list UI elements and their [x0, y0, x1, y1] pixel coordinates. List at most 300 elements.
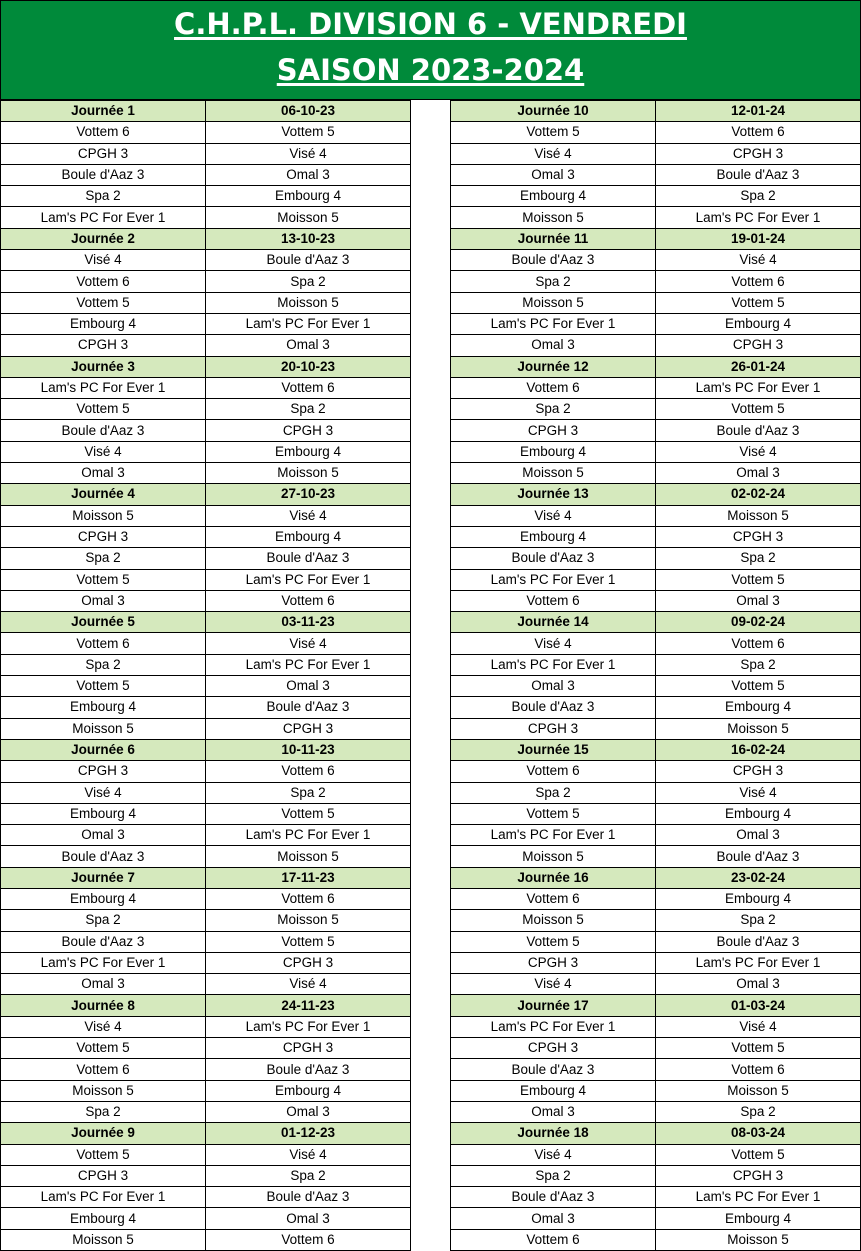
away-team: Vottem 6: [206, 377, 411, 398]
match-row: [1, 1038, 411, 1059]
home-team: Moisson 5: [451, 463, 656, 484]
match-row: [1, 846, 411, 867]
away-team: Spa 2: [656, 186, 861, 207]
match-row: [451, 335, 861, 356]
home-team: Vottem 6: [451, 377, 656, 398]
away-team: Embourg 4: [206, 526, 411, 547]
away-team: Vottem 5: [656, 292, 861, 313]
journee-date: 20-10-23: [206, 356, 411, 377]
away-team: Omal 3: [656, 825, 861, 846]
journee-label: Journée 8: [1, 995, 206, 1016]
home-team: Moisson 5: [1, 505, 206, 526]
match-row: [451, 1101, 861, 1122]
match-row: [451, 164, 861, 185]
home-team: Visé 4: [451, 505, 656, 526]
home-team: Lam's PC For Ever 1: [451, 569, 656, 590]
away-team: Boule d'Aaz 3: [206, 697, 411, 718]
match-row: [1, 1080, 411, 1101]
home-team: Embourg 4: [1, 1208, 206, 1229]
away-team: Lam's PC For Ever 1: [656, 377, 861, 398]
journee-date: 01-12-23: [206, 1123, 411, 1144]
home-team: Lam's PC For Ever 1: [1, 952, 206, 973]
away-team: Embourg 4: [206, 186, 411, 207]
away-team: Vottem 6: [656, 633, 861, 654]
journee-date: 09-02-24: [656, 612, 861, 633]
match-row: [1, 1208, 411, 1229]
away-team: Embourg 4: [656, 888, 861, 909]
away-team: Vottem 5: [656, 569, 861, 590]
home-team: Embourg 4: [1, 888, 206, 909]
home-team: Spa 2: [451, 271, 656, 292]
journee-header-row: [451, 867, 861, 888]
away-team: Boule d'Aaz 3: [206, 250, 411, 271]
match-row: [451, 761, 861, 782]
journee-date: 13-10-23: [206, 228, 411, 249]
match-row: [1, 825, 411, 846]
home-team: Boule d'Aaz 3: [451, 548, 656, 569]
home-team: Lam's PC For Ever 1: [1, 207, 206, 228]
away-team: Spa 2: [656, 910, 861, 931]
away-team: Omal 3: [206, 1208, 411, 1229]
journee-label: Journée 7: [1, 867, 206, 888]
journee-header-row: [451, 101, 861, 122]
home-team: CPGH 3: [451, 1038, 656, 1059]
journee-label: Journée 17: [451, 995, 656, 1016]
match-row: [1, 761, 411, 782]
away-team: Vottem 5: [656, 399, 861, 420]
season-title: SAISON 2023-2024: [276, 53, 585, 87]
home-team: Boule d'Aaz 3: [1, 420, 206, 441]
home-team: CPGH 3: [1, 761, 206, 782]
match-row: [1, 654, 411, 675]
away-team: Visé 4: [656, 441, 861, 462]
away-team: Omal 3: [206, 1101, 411, 1122]
home-team: Visé 4: [1, 441, 206, 462]
home-team: Vottem 5: [1, 1038, 206, 1059]
away-team: Vottem 6: [656, 1059, 861, 1080]
match-row: [1, 186, 411, 207]
away-team: Spa 2: [206, 1165, 411, 1186]
schedule-header: [0, 0, 861, 100]
match-row: [451, 846, 861, 867]
away-team: Embourg 4: [656, 313, 861, 334]
journee-date: 03-11-23: [206, 612, 411, 633]
match-row: [1, 1144, 411, 1165]
match-row: [1, 335, 411, 356]
home-team: Omal 3: [1, 825, 206, 846]
home-team: Lam's PC For Ever 1: [451, 313, 656, 334]
match-row: [451, 292, 861, 313]
away-team: Visé 4: [656, 1016, 861, 1037]
home-team: CPGH 3: [451, 718, 656, 739]
home-team: Visé 4: [1, 1016, 206, 1037]
home-team: Boule d'Aaz 3: [451, 250, 656, 271]
journee-label: Journée 9: [1, 1123, 206, 1144]
match-row: [451, 377, 861, 398]
match-row: [1, 122, 411, 143]
away-team: Moisson 5: [206, 292, 411, 313]
away-team: Boule d'Aaz 3: [206, 1187, 411, 1208]
home-team: CPGH 3: [451, 952, 656, 973]
away-team: CPGH 3: [656, 1165, 861, 1186]
match-row: [1, 633, 411, 654]
away-team: Omal 3: [656, 463, 861, 484]
journee-date: 08-03-24: [656, 1123, 861, 1144]
journee-date: 23-02-24: [656, 867, 861, 888]
home-team: Vottem 5: [451, 122, 656, 143]
away-team: Omal 3: [206, 335, 411, 356]
away-team: CPGH 3: [656, 526, 861, 547]
home-team: Visé 4: [451, 1144, 656, 1165]
away-team: Embourg 4: [206, 441, 411, 462]
home-team: Vottem 6: [451, 888, 656, 909]
schedule-table-left: [0, 100, 411, 1251]
home-team: Spa 2: [1, 548, 206, 569]
journee-label: Journée 2: [1, 228, 206, 249]
home-team: Omal 3: [1, 463, 206, 484]
journee-date: 02-02-24: [656, 484, 861, 505]
home-team: Moisson 5: [1, 718, 206, 739]
match-row: [1, 803, 411, 824]
away-team: Visé 4: [206, 633, 411, 654]
journee-label: Journée 12: [451, 356, 656, 377]
match-row: [1, 250, 411, 271]
home-team: Vottem 5: [1, 676, 206, 697]
home-team: Omal 3: [451, 1208, 656, 1229]
match-row: [451, 250, 861, 271]
match-row: [1, 1059, 411, 1080]
match-row: [1, 1229, 411, 1250]
home-team: CPGH 3: [1, 1165, 206, 1186]
home-team: Embourg 4: [451, 441, 656, 462]
match-row: [451, 718, 861, 739]
match-row: [451, 505, 861, 526]
match-row: [1, 952, 411, 973]
home-team: Boule d'Aaz 3: [1, 846, 206, 867]
away-team: Omal 3: [656, 590, 861, 611]
home-team: Spa 2: [451, 782, 656, 803]
match-row: [1, 420, 411, 441]
away-team: Lam's PC For Ever 1: [206, 313, 411, 334]
away-team: CPGH 3: [206, 1038, 411, 1059]
home-team: Embourg 4: [1, 697, 206, 718]
away-team: Vottem 5: [656, 1038, 861, 1059]
match-row: [1, 292, 411, 313]
match-row: [451, 974, 861, 995]
home-team: Vottem 5: [1, 399, 206, 420]
away-team: Spa 2: [206, 399, 411, 420]
journee-header-row: [451, 356, 861, 377]
away-team: CPGH 3: [656, 761, 861, 782]
match-row: [451, 420, 861, 441]
home-team: Visé 4: [1, 250, 206, 271]
home-team: Boule d'Aaz 3: [1, 931, 206, 952]
match-row: [1, 313, 411, 334]
match-row: [451, 782, 861, 803]
match-row: [1, 164, 411, 185]
match-row: [1, 1016, 411, 1037]
match-row: [1, 207, 411, 228]
match-row: [1, 463, 411, 484]
journee-header-row: [451, 484, 861, 505]
away-team: Lam's PC For Ever 1: [206, 654, 411, 675]
journee-header-row: [1, 995, 411, 1016]
away-team: Embourg 4: [656, 1208, 861, 1229]
home-team: Spa 2: [1, 654, 206, 675]
match-row: [1, 718, 411, 739]
away-team: Boule d'Aaz 3: [656, 420, 861, 441]
home-team: Moisson 5: [1, 1080, 206, 1101]
away-team: Moisson 5: [656, 1080, 861, 1101]
match-row: [1, 377, 411, 398]
away-team: Moisson 5: [206, 207, 411, 228]
match-row: [451, 186, 861, 207]
away-team: Visé 4: [206, 505, 411, 526]
journee-label: Journée 14: [451, 612, 656, 633]
match-row: [451, 526, 861, 547]
schedule-title: C.H.P.L. DIVISION 6 - VENDREDI: [174, 7, 687, 41]
match-row: [451, 1144, 861, 1165]
home-team: Vottem 6: [1, 122, 206, 143]
home-team: Boule d'Aaz 3: [451, 697, 656, 718]
match-row: [451, 548, 861, 569]
home-team: Spa 2: [1, 186, 206, 207]
away-team: Vottem 6: [656, 271, 861, 292]
home-team: Moisson 5: [1, 1229, 206, 1250]
away-team: Moisson 5: [656, 1229, 861, 1250]
home-team: Moisson 5: [451, 846, 656, 867]
home-team: Vottem 6: [451, 1229, 656, 1250]
journee-header-row: [451, 995, 861, 1016]
away-team: CPGH 3: [206, 718, 411, 739]
home-team: Embourg 4: [1, 803, 206, 824]
home-team: Embourg 4: [1, 313, 206, 334]
away-team: CPGH 3: [206, 420, 411, 441]
match-row: [451, 441, 861, 462]
match-row: [1, 888, 411, 909]
away-team: Boule d'Aaz 3: [656, 846, 861, 867]
away-team: Visé 4: [656, 782, 861, 803]
away-team: Lam's PC For Ever 1: [656, 952, 861, 973]
match-row: [451, 1229, 861, 1250]
away-team: CPGH 3: [656, 143, 861, 164]
journee-header-row: [1, 739, 411, 760]
home-team: Vottem 5: [1, 569, 206, 590]
match-row: [1, 526, 411, 547]
match-row: [1, 590, 411, 611]
journee-header-row: [1, 612, 411, 633]
match-row: [1, 974, 411, 995]
home-team: Vottem 5: [451, 803, 656, 824]
match-row: [1, 676, 411, 697]
away-team: Visé 4: [206, 974, 411, 995]
home-team: Vottem 5: [1, 1144, 206, 1165]
away-team: Vottem 6: [656, 122, 861, 143]
match-row: [451, 122, 861, 143]
journee-label: Journée 15: [451, 739, 656, 760]
away-team: Omal 3: [206, 164, 411, 185]
home-team: Vottem 5: [451, 931, 656, 952]
match-row: [451, 676, 861, 697]
match-row: [451, 1187, 861, 1208]
home-team: Vottem 6: [1, 633, 206, 654]
home-team: Omal 3: [451, 335, 656, 356]
away-team: Boule d'Aaz 3: [206, 548, 411, 569]
home-team: Boule d'Aaz 3: [451, 1059, 656, 1080]
match-row: [1, 441, 411, 462]
home-team: Lam's PC For Ever 1: [1, 1187, 206, 1208]
away-team: Vottem 5: [206, 931, 411, 952]
home-team: Omal 3: [1, 974, 206, 995]
away-team: Visé 4: [656, 250, 861, 271]
match-row: [451, 271, 861, 292]
home-team: Visé 4: [1, 782, 206, 803]
away-team: Vottem 6: [206, 1229, 411, 1250]
match-row: [1, 931, 411, 952]
away-team: Boule d'Aaz 3: [656, 931, 861, 952]
home-team: Moisson 5: [451, 292, 656, 313]
away-team: Spa 2: [206, 782, 411, 803]
away-team: Visé 4: [206, 143, 411, 164]
journee-label: Journée 13: [451, 484, 656, 505]
match-row: [451, 1038, 861, 1059]
match-row: [1, 782, 411, 803]
journee-date: 06-10-23: [206, 101, 411, 122]
away-team: Boule d'Aaz 3: [206, 1059, 411, 1080]
home-team: CPGH 3: [1, 526, 206, 547]
journee-header-row: [1, 1123, 411, 1144]
home-team: Vottem 6: [451, 761, 656, 782]
away-team: Vottem 5: [206, 122, 411, 143]
home-team: Moisson 5: [451, 910, 656, 931]
away-team: CPGH 3: [656, 335, 861, 356]
away-team: Moisson 5: [206, 846, 411, 867]
away-team: Moisson 5: [656, 505, 861, 526]
home-team: Embourg 4: [451, 1080, 656, 1101]
home-team: Embourg 4: [451, 526, 656, 547]
journee-header-row: [451, 228, 861, 249]
match-row: [1, 399, 411, 420]
match-row: [1, 569, 411, 590]
home-team: Vottem 6: [451, 590, 656, 611]
away-team: Vottem 6: [206, 590, 411, 611]
away-team: Omal 3: [656, 974, 861, 995]
match-row: [451, 1165, 861, 1186]
away-team: Moisson 5: [656, 718, 861, 739]
away-team: Lam's PC For Ever 1: [206, 1016, 411, 1037]
journee-label: Journée 3: [1, 356, 206, 377]
away-team: Spa 2: [206, 271, 411, 292]
match-row: [451, 1208, 861, 1229]
journee-label: Journée 16: [451, 867, 656, 888]
away-team: Vottem 6: [206, 888, 411, 909]
away-team: Embourg 4: [206, 1080, 411, 1101]
journee-header-row: [451, 612, 861, 633]
away-team: Vottem 5: [656, 676, 861, 697]
home-team: Visé 4: [451, 633, 656, 654]
home-team: Spa 2: [1, 910, 206, 931]
away-team: Boule d'Aaz 3: [656, 164, 861, 185]
home-team: Omal 3: [1, 590, 206, 611]
away-team: Lam's PC For Ever 1: [206, 569, 411, 590]
match-row: [1, 271, 411, 292]
home-team: Vottem 5: [1, 292, 206, 313]
match-row: [451, 569, 861, 590]
match-row: [451, 633, 861, 654]
home-team: Visé 4: [451, 143, 656, 164]
home-team: Omal 3: [451, 164, 656, 185]
journee-label: Journée 4: [1, 484, 206, 505]
away-team: CPGH 3: [206, 952, 411, 973]
journee-header-row: [1, 867, 411, 888]
match-row: [451, 931, 861, 952]
away-team: Embourg 4: [656, 803, 861, 824]
match-row: [451, 463, 861, 484]
away-team: Spa 2: [656, 1101, 861, 1122]
journee-label: Journée 18: [451, 1123, 656, 1144]
home-team: Omal 3: [451, 1101, 656, 1122]
home-team: CPGH 3: [1, 335, 206, 356]
match-row: [1, 143, 411, 164]
home-team: Lam's PC For Ever 1: [451, 1016, 656, 1037]
match-row: [451, 313, 861, 334]
away-team: Vottem 5: [656, 1144, 861, 1165]
match-row: [451, 654, 861, 675]
home-team: Boule d'Aaz 3: [451, 1187, 656, 1208]
match-row: [451, 697, 861, 718]
match-row: [1, 910, 411, 931]
away-team: Vottem 5: [206, 803, 411, 824]
match-row: [451, 1016, 861, 1037]
home-team: Omal 3: [451, 676, 656, 697]
away-team: Lam's PC For Ever 1: [206, 825, 411, 846]
journee-date: 24-11-23: [206, 995, 411, 1016]
match-row: [1, 505, 411, 526]
match-row: [1, 1101, 411, 1122]
journee-date: 27-10-23: [206, 484, 411, 505]
home-team: Spa 2: [451, 399, 656, 420]
home-team: Vottem 6: [1, 271, 206, 292]
journee-header-row: [451, 1123, 861, 1144]
away-team: Lam's PC For Ever 1: [656, 207, 861, 228]
home-team: Vottem 6: [1, 1059, 206, 1080]
away-team: Visé 4: [206, 1144, 411, 1165]
home-team: Lam's PC For Ever 1: [451, 654, 656, 675]
match-row: [451, 888, 861, 909]
schedule-table-right: [450, 100, 861, 1251]
away-team: Embourg 4: [656, 697, 861, 718]
away-team: Omal 3: [206, 676, 411, 697]
home-team: Lam's PC For Ever 1: [451, 825, 656, 846]
home-team: Boule d'Aaz 3: [1, 164, 206, 185]
match-row: [451, 825, 861, 846]
match-row: [451, 910, 861, 931]
away-team: Lam's PC For Ever 1: [656, 1187, 861, 1208]
journee-date: 26-01-24: [656, 356, 861, 377]
home-team: CPGH 3: [451, 420, 656, 441]
away-team: Spa 2: [656, 654, 861, 675]
match-row: [451, 1080, 861, 1101]
match-row: [451, 590, 861, 611]
journee-label: Journée 1: [1, 101, 206, 122]
match-row: [1, 1187, 411, 1208]
match-row: [1, 548, 411, 569]
home-team: Lam's PC For Ever 1: [1, 377, 206, 398]
journee-date: 19-01-24: [656, 228, 861, 249]
journee-header-row: [1, 484, 411, 505]
journee-date: 01-03-24: [656, 995, 861, 1016]
journee-label: Journée 5: [1, 612, 206, 633]
